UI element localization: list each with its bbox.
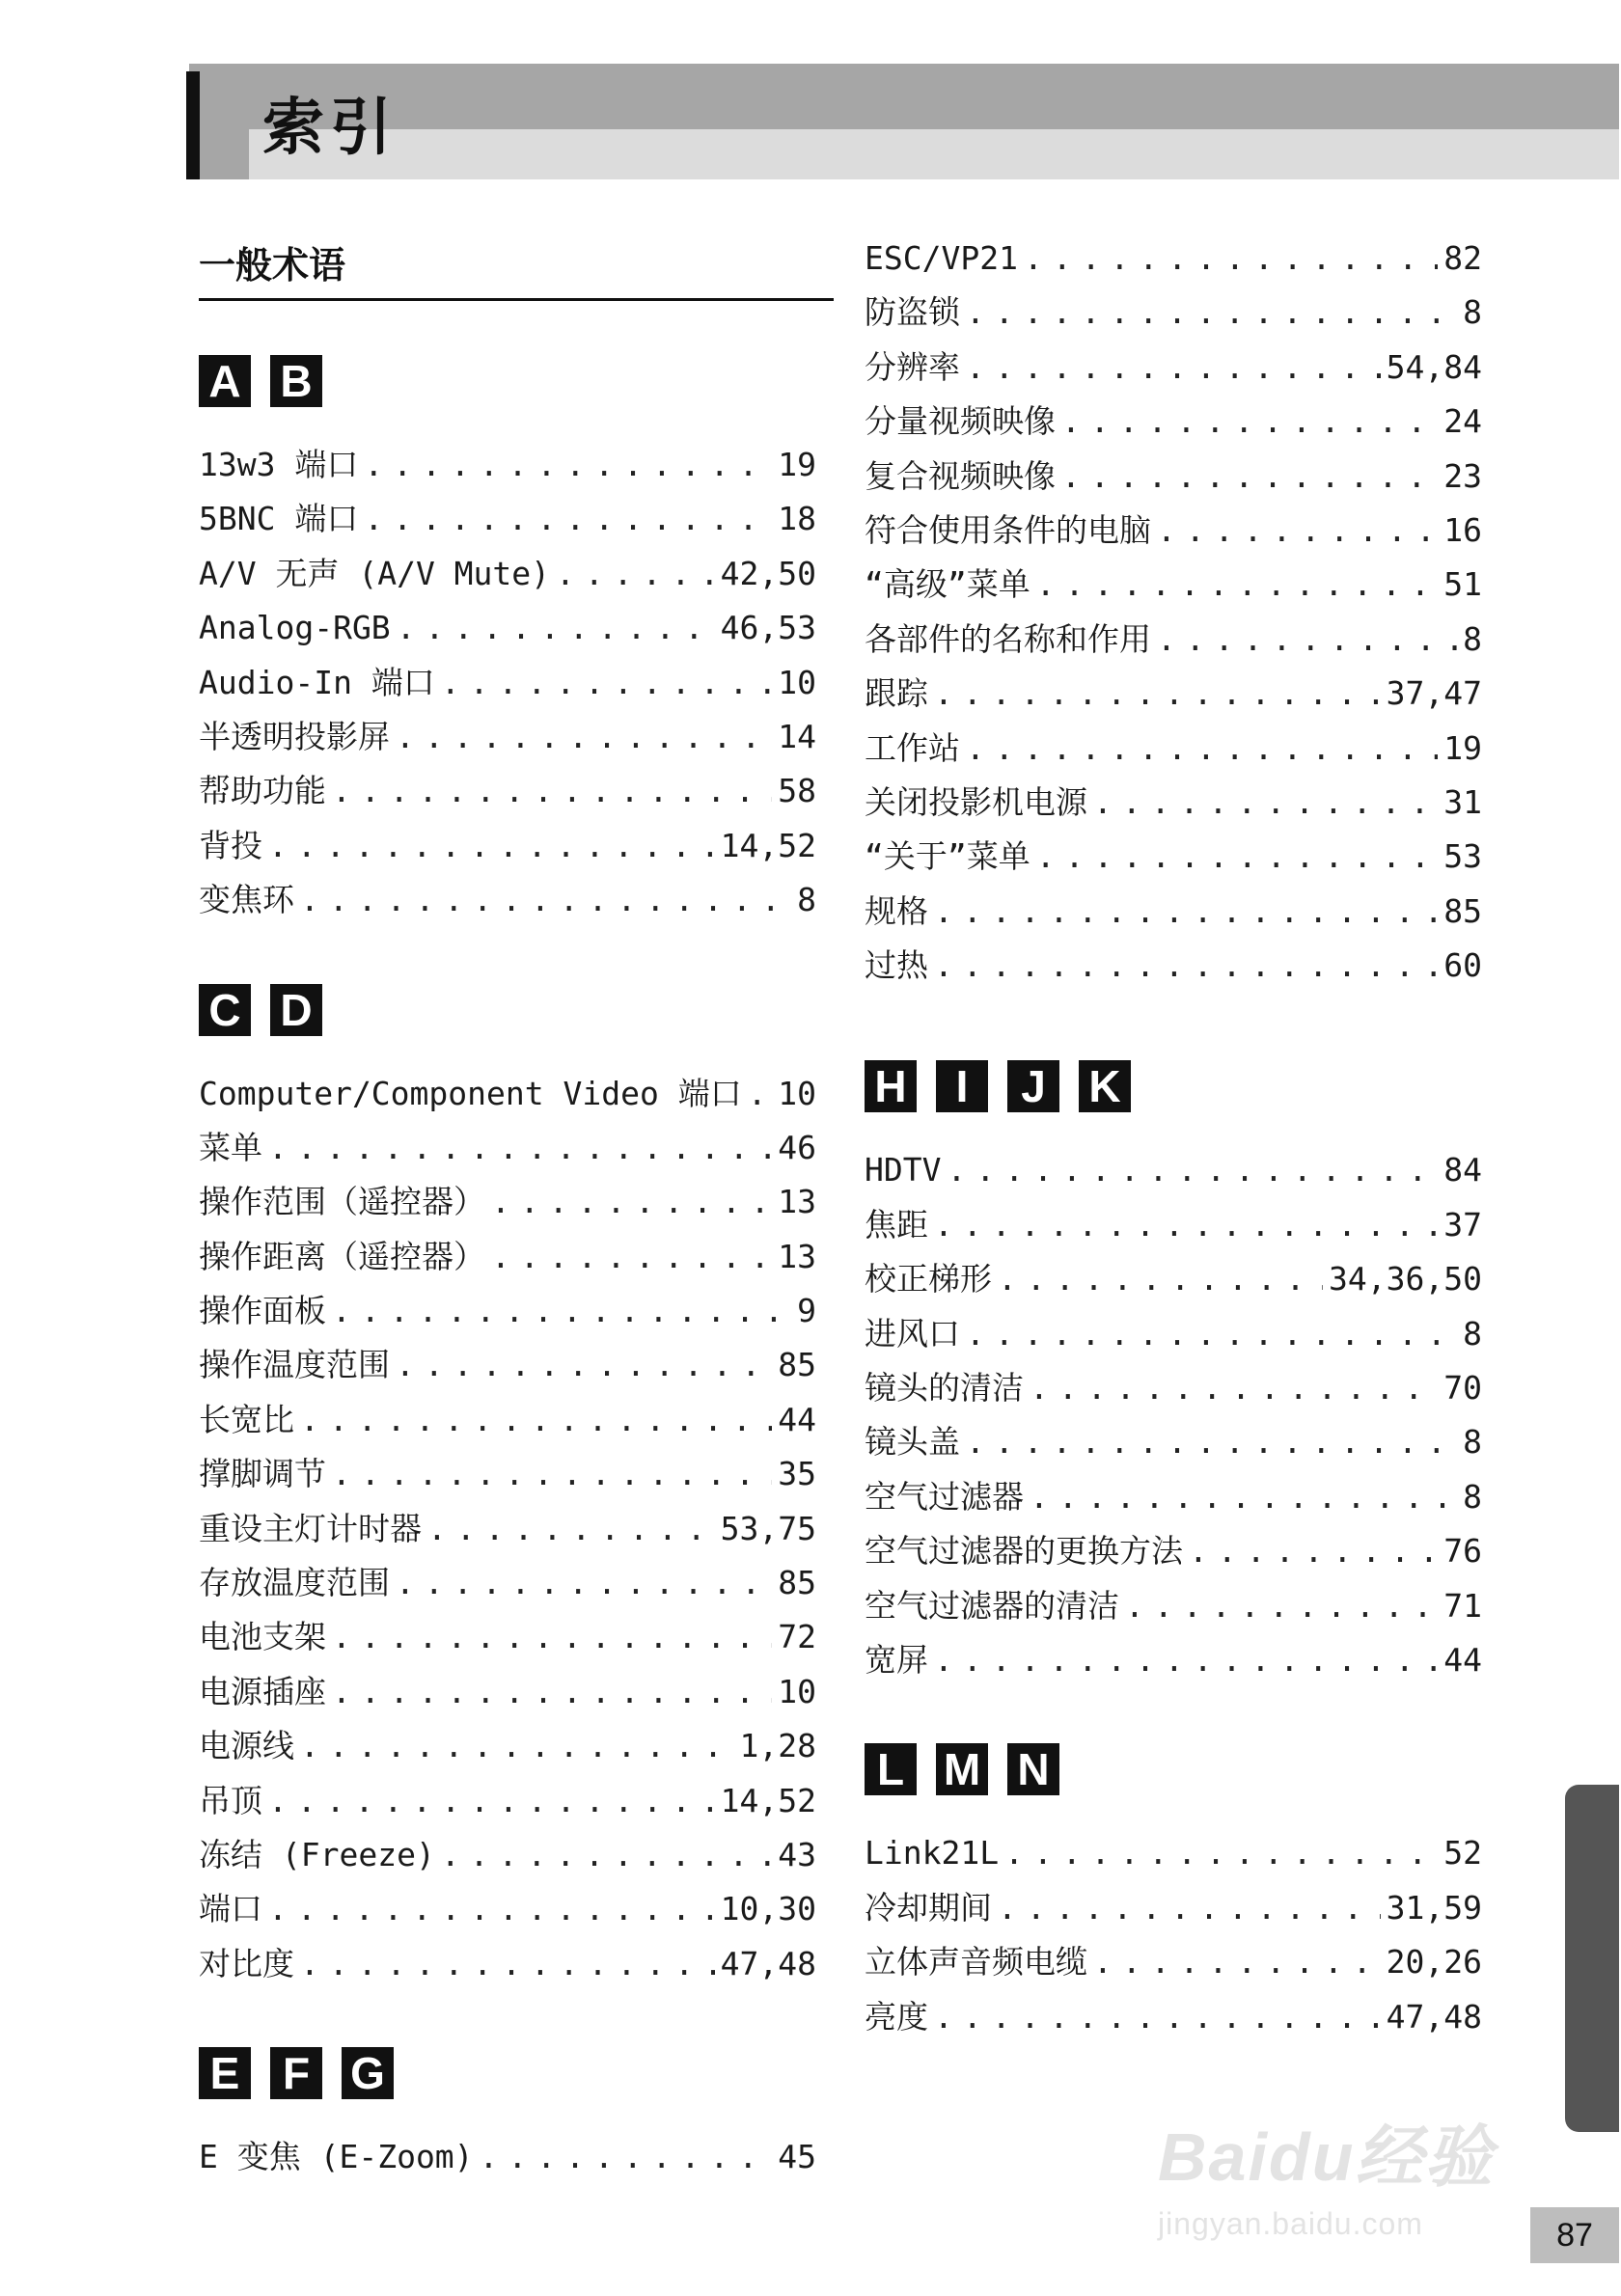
dot-leader	[396, 1556, 772, 1610]
index-entry	[865, 830, 1482, 884]
index-page-numbers: 10	[778, 663, 816, 701]
index-entry	[865, 1198, 1482, 1252]
index-term: 空气过滤器的清洁	[865, 1586, 1119, 1625]
index-entry	[865, 613, 1482, 667]
index-term: ESC/VP21	[865, 239, 1018, 277]
dot-leader	[332, 1665, 772, 1719]
index-term: 进风口	[865, 1314, 960, 1353]
index-page-numbers: 46,53	[720, 609, 816, 647]
index-page-numbers: 70	[1443, 1369, 1482, 1408]
letter-heading-group	[199, 984, 816, 1038]
index-term: 镜头的清洁	[865, 1369, 1024, 1408]
dot-leader	[1125, 1579, 1438, 1633]
dot-leader	[268, 1882, 715, 1936]
index-entry	[199, 1882, 816, 1936]
dot-leader	[1093, 776, 1438, 830]
index-term: 撑脚调节	[199, 1455, 326, 1493]
index-term: 帮助功能	[199, 772, 326, 810]
index-page-numbers: 71	[1443, 1586, 1482, 1625]
index-page-numbers: 13	[778, 1237, 816, 1275]
dot-leader	[748, 1067, 773, 1121]
index-page-numbers: 85	[1443, 891, 1482, 930]
index-page-numbers: 37	[1443, 1205, 1482, 1244]
letter-heading: N	[1007, 1743, 1059, 1795]
dot-leader	[1004, 1826, 1438, 1880]
index-page-numbers: 58	[778, 772, 816, 810]
index-term: 吊顶	[199, 1781, 262, 1819]
index-term: 复合视频映像	[865, 456, 1056, 495]
index-page-numbers: 13	[778, 1183, 816, 1221]
dot-leader	[396, 710, 772, 764]
dot-leader	[364, 438, 772, 492]
index-term: 防盗锁	[865, 293, 960, 332]
dot-leader	[1157, 613, 1457, 667]
index-entry	[865, 939, 1482, 993]
index-page-numbers: 20,26	[1386, 1943, 1482, 1982]
dot-leader	[332, 1447, 772, 1501]
letter-heading: C	[199, 984, 251, 1036]
index-entry	[865, 341, 1482, 395]
index-entry	[865, 885, 1482, 939]
letter-heading: K	[1079, 1060, 1131, 1112]
index-entry	[199, 1230, 816, 1284]
dot-leader	[1061, 450, 1438, 504]
group-spacer	[199, 1991, 816, 2047]
section-heading: 一般术语	[199, 235, 834, 301]
group-spacer	[199, 928, 816, 984]
letter-heading: H	[865, 1060, 917, 1112]
chapter-side-tab	[1565, 1785, 1619, 2132]
index-entry	[199, 492, 816, 546]
dot-leader	[556, 547, 715, 601]
index-term: 分辨率	[865, 347, 960, 386]
index-term: 镜头盖	[865, 1423, 960, 1462]
index-term: 各部件的名称和作用	[865, 619, 1151, 658]
dot-leader	[300, 1393, 772, 1447]
index-term: 焦距	[865, 1205, 928, 1244]
index-term: 操作温度范围	[199, 1346, 390, 1384]
index-page-numbers: 8	[797, 881, 816, 919]
index-term: 背投	[199, 826, 262, 864]
index-entry	[199, 438, 816, 492]
index-page-numbers: 8	[1463, 1423, 1482, 1462]
index-entry	[865, 558, 1482, 612]
index-entry	[199, 819, 816, 873]
dot-leader	[300, 1719, 734, 1773]
index-term: 操作距离（遥控器）	[199, 1237, 485, 1275]
index-page-numbers: 85	[778, 1346, 816, 1384]
dot-leader	[966, 286, 1457, 340]
index-entry	[199, 1393, 816, 1447]
index-page-numbers: 14,52	[720, 1781, 816, 1819]
index-term: 电源插座	[199, 1672, 326, 1710]
index-page-numbers: 8	[1463, 1314, 1482, 1353]
dot-leader	[427, 1502, 715, 1556]
index-entry	[865, 1470, 1482, 1524]
index-term: 变焦环	[199, 881, 294, 919]
index-entry	[865, 776, 1482, 830]
letter-heading: B	[270, 355, 322, 407]
index-page-numbers: 37,47	[1386, 674, 1482, 713]
index-entry	[199, 873, 816, 927]
dot-leader	[947, 1143, 1438, 1197]
index-term: 亮度	[865, 1997, 928, 2036]
index-term: 立体声音频电缆	[865, 1943, 1087, 1982]
dot-leader	[300, 1937, 715, 1991]
index-page-numbers: 14,52	[720, 826, 816, 864]
index-entry	[199, 710, 816, 764]
index-page-numbers: 23	[1443, 456, 1482, 495]
header-edge-mark	[186, 71, 200, 179]
index-page-numbers: 51	[1443, 565, 1482, 604]
index-entry	[199, 1774, 816, 1828]
index-page-numbers: 19	[778, 446, 816, 483]
index-entry	[865, 395, 1482, 449]
index-term: 规格	[865, 891, 928, 930]
index-column-right	[865, 232, 1482, 2044]
index-term: 端口	[199, 1890, 262, 1928]
index-entry	[199, 1284, 816, 1338]
index-term: 5BNC 端口	[199, 500, 359, 538]
index-entry	[865, 667, 1482, 721]
index-page-numbers: 8	[1463, 1477, 1482, 1516]
index-entry	[199, 601, 816, 655]
index-entry	[199, 1719, 816, 1773]
index-page-numbers: 44	[778, 1400, 816, 1438]
index-entry	[199, 1828, 816, 1882]
dot-leader	[934, 939, 1438, 993]
index-entry	[865, 1143, 1482, 1197]
letter-heading: I	[936, 1060, 988, 1112]
index-page-numbers: 45	[778, 2138, 816, 2176]
index-term: “高级”菜单	[865, 565, 1030, 604]
dot-leader	[1036, 830, 1439, 884]
index-entry	[199, 1121, 816, 1175]
index-page-numbers: 42,50	[720, 554, 816, 592]
dot-leader	[966, 341, 1381, 395]
index-page-numbers: 60	[1443, 946, 1482, 985]
index-term: 菜单	[199, 1128, 262, 1166]
dot-leader	[966, 1415, 1457, 1469]
index-page-numbers: 82	[1443, 239, 1482, 277]
index-entry	[865, 504, 1482, 558]
index-page-numbers: 72	[778, 1618, 816, 1656]
index-page-numbers: 10	[778, 1672, 816, 1710]
index-entry	[199, 2130, 816, 2184]
dot-leader	[1030, 1361, 1438, 1415]
index-page-numbers: 14	[778, 717, 816, 755]
dot-leader	[397, 601, 715, 655]
letter-heading-group	[865, 1743, 1482, 1797]
index-term: Computer/Component Video 端口	[199, 1074, 742, 1112]
dot-leader	[934, 885, 1438, 939]
dot-leader	[268, 1774, 715, 1828]
index-page-numbers: 18	[778, 500, 816, 538]
index-entry	[865, 286, 1482, 340]
dot-leader	[491, 1175, 772, 1229]
index-page-numbers: 10	[778, 1074, 816, 1112]
index-entry	[865, 1826, 1482, 1880]
index-page-numbers: 47,48	[720, 1944, 816, 1982]
index-term: Audio-In 端口	[199, 663, 435, 701]
index-term: 存放温度范围	[199, 1564, 390, 1602]
letter-heading: E	[199, 2047, 251, 2099]
index-term: “关于”菜单	[865, 837, 1030, 876]
dot-leader	[1189, 1524, 1438, 1578]
index-entry	[199, 1610, 816, 1664]
index-term: 长宽比	[199, 1400, 294, 1438]
dot-leader	[491, 1230, 772, 1284]
dot-leader	[966, 722, 1438, 776]
index-term: 跟踪	[865, 674, 928, 713]
index-term: 关闭投影机电源	[865, 782, 1087, 821]
letter-heading: L	[865, 1743, 917, 1795]
index-page-numbers: 1,28	[739, 1727, 816, 1765]
index-page-numbers: 85	[778, 1564, 816, 1602]
watermark-url: jingyan.baidu.com	[1158, 2206, 1423, 2241]
index-page-numbers: 8	[1463, 293, 1482, 332]
index-term: HDTV	[865, 1151, 942, 1189]
index-entry	[865, 1881, 1482, 1935]
index-term: 宽屏	[865, 1640, 928, 1679]
index-term: 电池支架	[199, 1618, 326, 1656]
letter-heading-group	[199, 355, 816, 409]
index-entry	[199, 547, 816, 601]
index-term: 电源线	[199, 1727, 294, 1765]
index-term: 工作站	[865, 728, 960, 767]
index-term: Link21L	[865, 1834, 1000, 1872]
index-page-numbers: 10,30	[720, 1890, 816, 1928]
letter-heading: J	[1007, 1060, 1059, 1112]
dot-leader	[332, 1610, 772, 1664]
index-term: 分量视频映像	[865, 402, 1056, 441]
index-page-numbers: 24	[1443, 402, 1482, 441]
header-band	[189, 64, 1619, 129]
index-term: 13w3 端口	[199, 446, 359, 483]
page-number: 87	[1556, 2217, 1593, 2254]
index-entry	[865, 450, 1482, 504]
index-entry	[865, 232, 1482, 286]
index-term: E 变焦 (E-Zoom)	[199, 2138, 474, 2176]
index-term: 对比度	[199, 1944, 294, 1982]
index-term: 半透明投影屏	[199, 717, 390, 755]
dot-leader	[934, 667, 1381, 721]
page-title: 索引	[262, 93, 398, 164]
dot-leader	[934, 1990, 1381, 2044]
index-page-numbers: 54,84	[1386, 347, 1482, 386]
index-term: 操作范围（遥控器）	[199, 1183, 485, 1221]
dot-leader	[998, 1252, 1323, 1306]
index-entry	[199, 1447, 816, 1501]
dot-leader	[1024, 232, 1438, 286]
index-term: 冻结 (Freeze)	[199, 1835, 435, 1873]
index-page-numbers: 31	[1443, 782, 1482, 821]
index-page-numbers: 16	[1443, 510, 1482, 549]
index-term: 过热	[865, 946, 928, 985]
index-entry	[199, 764, 816, 818]
index-entry	[199, 1338, 816, 1392]
group-spacer	[865, 993, 1482, 1060]
index-entry	[865, 1252, 1482, 1306]
dot-leader	[268, 819, 715, 873]
index-entry	[865, 1633, 1482, 1687]
index-term: 重设主灯计时器	[199, 1509, 422, 1547]
letter-heading: D	[270, 984, 322, 1036]
index-entry	[199, 1665, 816, 1719]
dot-leader	[934, 1633, 1438, 1687]
index-entry	[865, 1935, 1482, 1989]
letter-heading: M	[936, 1743, 988, 1795]
dot-leader	[332, 1284, 791, 1338]
index-page-numbers: 84	[1443, 1151, 1482, 1189]
dot-leader	[966, 1307, 1457, 1361]
dot-leader	[441, 1828, 772, 1882]
dot-leader	[1061, 395, 1438, 449]
dot-leader	[1030, 1470, 1457, 1524]
watermark-brand: Baidu经验	[1158, 2119, 1495, 2195]
index-entry	[865, 1990, 1482, 2044]
dot-leader	[268, 1121, 772, 1175]
group-spacer	[865, 1687, 1482, 1743]
index-entry	[865, 1361, 1482, 1415]
index-term: 空气过滤器	[865, 1477, 1024, 1516]
index-term: A/V 无声 (A/V Mute)	[199, 554, 551, 592]
index-term: Analog-RGB	[199, 609, 391, 647]
index-page-numbers: 34,36,50	[1329, 1260, 1482, 1298]
letter-heading-group	[199, 2047, 816, 2101]
index-term: 操作面板	[199, 1292, 326, 1330]
watermark	[1158, 2103, 1525, 2257]
dot-leader	[480, 2130, 773, 2184]
letter-heading-group	[865, 1060, 1482, 1114]
index-entry	[865, 722, 1482, 776]
dot-leader	[934, 1198, 1438, 1252]
index-entry	[865, 1415, 1482, 1469]
letter-heading: G	[342, 2047, 394, 2099]
index-page-numbers: 53,75	[720, 1509, 816, 1547]
dot-leader	[300, 873, 791, 927]
index-page-numbers: 76	[1443, 1532, 1482, 1571]
index-page-numbers: 8	[1463, 619, 1482, 658]
letter-heading: F	[270, 2047, 322, 2099]
dot-leader	[364, 492, 772, 546]
index-entry	[199, 1937, 816, 1991]
index-entry	[199, 656, 816, 710]
index-page-numbers: 46	[778, 1128, 816, 1166]
index-term: 冷却期间	[865, 1888, 992, 1927]
index-page-numbers: 47,48	[1386, 1997, 1482, 2036]
index-page-numbers: 9	[797, 1292, 816, 1330]
index-entry	[199, 1175, 816, 1229]
letter-heading: A	[199, 355, 251, 407]
index-entry	[199, 1502, 816, 1556]
index-page-numbers: 31,59	[1386, 1888, 1482, 1927]
dot-leader	[1157, 504, 1438, 558]
header-band-light	[249, 129, 1619, 179]
index-page-numbers: 43	[778, 1835, 816, 1873]
dot-leader	[332, 764, 772, 818]
index-entry	[199, 1067, 816, 1121]
index-entry	[865, 1307, 1482, 1361]
index-entry	[865, 1579, 1482, 1633]
index-page-numbers: 53	[1443, 837, 1482, 876]
index-page-numbers: 44	[1443, 1640, 1482, 1679]
dot-leader	[396, 1338, 772, 1392]
dot-leader	[998, 1881, 1381, 1935]
index-term: 空气过滤器的更换方法	[865, 1532, 1183, 1571]
index-term: 符合使用条件的电脑	[865, 510, 1151, 549]
dot-leader	[1036, 558, 1439, 612]
index-term: 校正梯形	[865, 1260, 992, 1298]
index-column-left	[199, 355, 816, 2185]
dot-leader	[1093, 1935, 1381, 1989]
index-page-numbers: 52	[1443, 1834, 1482, 1872]
index-page-numbers: 19	[1443, 728, 1482, 767]
index-page-numbers: 35	[778, 1455, 816, 1493]
dot-leader	[441, 656, 772, 710]
index-entry	[199, 1556, 816, 1610]
index-entry	[865, 1524, 1482, 1578]
